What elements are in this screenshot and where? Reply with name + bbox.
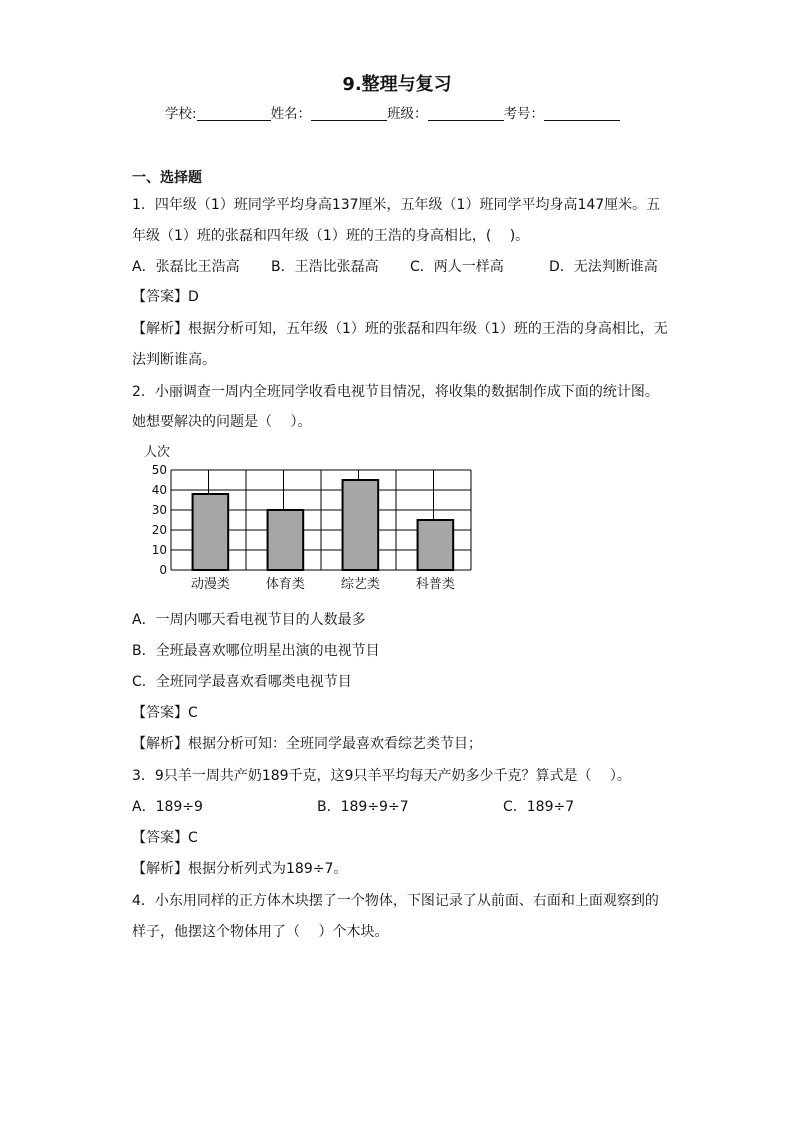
bar	[343, 480, 379, 570]
x-category-label: 综艺类	[340, 577, 380, 592]
q3-option-a: A．189÷9	[132, 799, 203, 815]
y-tick-label: 20	[151, 523, 167, 537]
q1-option-b: B．王浩比张磊高	[271, 259, 379, 275]
bar-chart	[128, 440, 488, 598]
q2-stem-line1: 2．小丽调查一周内全班同学收看电视节目情况，将收集的数据制作成下面的统计图。	[132, 384, 659, 400]
q2-stem-line2: 她想要解决的问题是（ ）。	[132, 414, 312, 430]
bar	[418, 520, 454, 570]
q3-stem: 3．9只羊一周共产奶189千克，这9只羊平均每天产奶多少千克？算式是（ ）。	[132, 768, 631, 784]
q1-analysis-line1: 【解析】根据分析可知，五年级（1）班的张磊和四年级（1）班的王浩的身高相比，无	[132, 321, 668, 337]
school-label: 学校:	[165, 106, 197, 122]
q1-option-a: A．张磊比王浩高	[132, 259, 240, 275]
x-category-label: 科普类	[415, 577, 455, 592]
y-axis-label: 人次	[144, 445, 171, 460]
q1-answer: 【答案】D	[132, 289, 199, 305]
x-category-label: 体育类	[265, 577, 305, 592]
class-blank	[428, 106, 504, 121]
q4-stem-line1: 4．小东用同样的正方体木块摆了一个物体，下图记录了从前面、右面和上面观察到的	[132, 893, 659, 909]
chart-bars	[193, 480, 454, 570]
q1-option-c: C．两人一样高	[410, 259, 504, 275]
q2-answer: 【答案】C	[132, 705, 198, 721]
page-title: 9.整理与复习	[342, 74, 452, 95]
y-tick-label: 50	[151, 463, 167, 477]
q1-stem-line2: 年级（1）班的张磊和四年级（1）班的王浩的身高相比，( )。	[132, 228, 530, 244]
class-label: 班级：	[387, 106, 428, 122]
q3-option-c: C．189÷7	[503, 799, 575, 815]
q2-option-b: B．全班最喜欢哪位明星出演的电视节目	[132, 643, 380, 659]
x-category-label: 动漫类	[190, 577, 230, 592]
bar	[193, 494, 229, 570]
name-blank	[311, 106, 387, 121]
student-info-row	[165, 102, 620, 122]
bar	[268, 510, 304, 570]
school-blank	[197, 106, 271, 121]
y-tick-label: 40	[151, 483, 167, 497]
q3-analysis: 【解析】根据分析列式为189÷7。	[132, 861, 348, 877]
q3-answer: 【答案】C	[132, 830, 198, 846]
q1-stem-line1: 1．四年级（1）班同学平均身高137厘米，五年级（1）班同学平均身高147厘米。五	[132, 197, 661, 213]
q2-analysis: 【解析】根据分析可知：全班同学最喜欢看综艺类节目；	[132, 736, 482, 752]
q2-option-c: C．全班同学最喜欢看哪类电视节目	[132, 674, 352, 690]
y-tick-label: 30	[151, 503, 167, 517]
section-heading: 一、选择题	[132, 170, 202, 186]
q4-stem-line2: 样子，他摆这个物体用了（ ）个木块。	[132, 924, 389, 940]
q1-option-d: D．无法判断谁高	[549, 259, 658, 275]
number-label: 考号：	[503, 106, 545, 122]
q2-option-a: A．一周内哪天看电视节目的人数最多	[132, 612, 366, 628]
y-tick-label: 0	[159, 563, 167, 577]
number-blank	[544, 106, 620, 121]
y-tick-label: 10	[151, 543, 167, 557]
name-label: 姓名：	[270, 106, 312, 122]
q1-analysis-line2: 法判断谁高。	[132, 352, 216, 368]
q3-option-b: B．189÷9÷7	[317, 799, 409, 815]
